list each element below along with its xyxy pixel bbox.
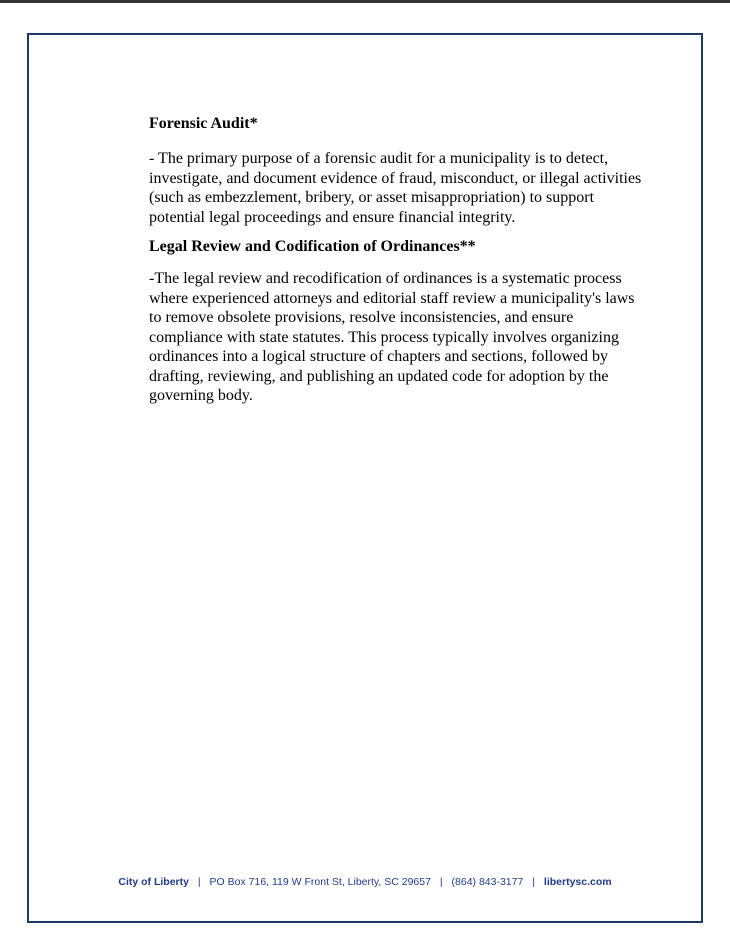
- footer-phone: (864) 843-3177: [451, 876, 524, 888]
- footer-website: libertysc.com: [543, 876, 612, 888]
- forensic-audit-heading: Forensic Audit*: [149, 115, 258, 132]
- legal-review-paragraph: -The legal review and recodification of ordinances is a systematic process where experienced attorneys and editorial staff review a municipality's laws to remove obsolete provisions, resolve inconsistencies, and ensure compliance with state statutes. This process typically involves organizing ordinances into a logical structure of chapters and sections, followed by drafting, reviewing, and publishing an updated code for adoption by the governing body.: [149, 270, 635, 404]
- footer-address: PO Box 716, 119 W Front St, Liberty, SC 29657: [209, 876, 431, 888]
- page-footer: [0, 876, 730, 888]
- footer-separator: |: [532, 876, 535, 888]
- document-body: [149, 114, 649, 406]
- footer-separator: |: [439, 876, 443, 888]
- legal-review-heading: Legal Review and Codification of Ordinances**: [149, 238, 476, 255]
- footer-separator: |: [197, 876, 201, 888]
- footer-org-name: City of Liberty: [118, 876, 189, 888]
- top-edge-bar: [0, 0, 730, 3]
- forensic-audit-paragraph: - The primary purpose of a forensic audit for a municipality is to detect, investigate, and document evidence of fraud, misconduct, or illegal activities (such as embezzlement, bribery, or asset misappropriation) to support potential legal proceedings and ensure financial integrity.: [149, 150, 642, 226]
